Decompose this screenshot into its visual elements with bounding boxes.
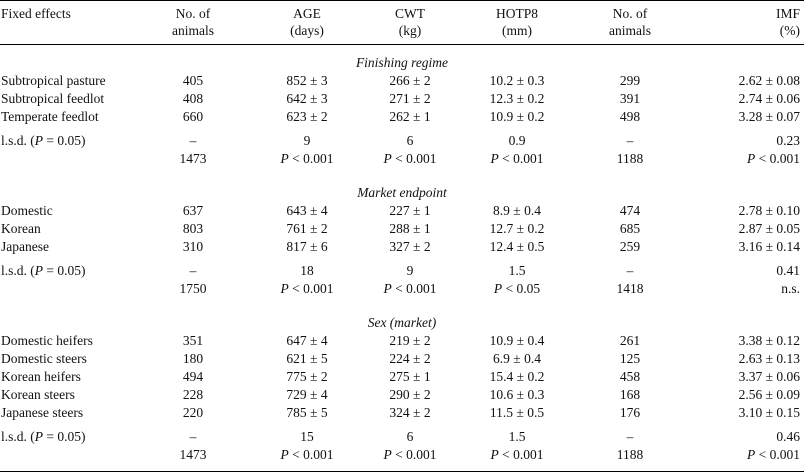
table-cell: 351 bbox=[182, 333, 204, 348]
row-label: Korean steers bbox=[1, 387, 75, 402]
lsd-label bbox=[1, 263, 85, 278]
p-symbol: P bbox=[280, 447, 289, 462]
header-rule bbox=[0, 44, 804, 45]
lsd-value: 0.41 bbox=[776, 263, 800, 278]
p-value: n.s. bbox=[781, 281, 800, 296]
header-col-4-line1: No. of bbox=[612, 6, 648, 21]
row-label: Domestic steers bbox=[1, 351, 87, 366]
p-symbol: P bbox=[280, 281, 289, 296]
lsd-value: 9 bbox=[406, 263, 414, 278]
section-title: Sex (market) bbox=[367, 315, 437, 330]
row-label: Japanese bbox=[1, 239, 49, 254]
table-cell: 685 bbox=[619, 221, 641, 236]
lsd-label-pre: l.s.d. ( bbox=[1, 429, 35, 444]
header-col-1-line1: AGE bbox=[293, 6, 321, 21]
p-symbol: P bbox=[383, 447, 392, 462]
table-cell: 391 bbox=[619, 91, 641, 106]
table-cell: 224 ± 2 bbox=[389, 351, 431, 366]
table-cell: 12.7 ± 0.2 bbox=[489, 221, 545, 236]
header-col-2-line2: (kg) bbox=[398, 23, 422, 38]
table-cell: 643 ± 4 bbox=[286, 203, 328, 218]
p-value-text: < 0.001 bbox=[758, 447, 800, 462]
lsd-value: 0.23 bbox=[776, 133, 800, 148]
p-symbol: P bbox=[490, 151, 499, 166]
table-cell: 8.9 ± 0.4 bbox=[493, 203, 541, 218]
table-cell: 228 bbox=[182, 387, 204, 402]
p-value-text: < 0.05 bbox=[505, 281, 541, 296]
lsd-value: – bbox=[626, 263, 634, 278]
table-cell: 11.5 ± 0.5 bbox=[489, 405, 545, 420]
table-cell: 817 ± 6 bbox=[286, 239, 328, 254]
lsd-label-pre: l.s.d. ( bbox=[1, 263, 35, 278]
lsd-value: 0.9 bbox=[508, 133, 526, 148]
header-col-4-line2: animals bbox=[609, 23, 651, 38]
p-value-text: < 0.001 bbox=[502, 447, 544, 462]
table-cell: 271 ± 2 bbox=[389, 91, 431, 106]
table-cell: 3.28 ± 0.07 bbox=[738, 109, 800, 124]
header-fixed-effects: Fixed effects bbox=[1, 6, 71, 21]
p-value bbox=[690, 151, 800, 166]
lsd-value: – bbox=[626, 133, 634, 148]
p-symbol: P bbox=[747, 447, 756, 462]
lsd-label-pre: l.s.d. ( bbox=[1, 133, 35, 148]
table-cell: 12.3 ± 0.2 bbox=[489, 91, 545, 106]
table-cell: 10.6 ± 0.3 bbox=[489, 387, 545, 402]
table-cell: 15.4 ± 0.2 bbox=[489, 369, 545, 384]
p-symbol: P bbox=[747, 151, 756, 166]
table-cell: 220 bbox=[182, 405, 204, 420]
lsd-label bbox=[1, 429, 85, 444]
table-cell: 275 ± 1 bbox=[389, 369, 431, 384]
p-value bbox=[690, 447, 800, 462]
p-symbol: P bbox=[383, 281, 392, 296]
table-cell: 12.4 ± 0.5 bbox=[489, 239, 545, 254]
row-label: Temperate feedlot bbox=[1, 109, 99, 124]
table-cell: 10.2 ± 0.3 bbox=[489, 73, 545, 88]
table-cell: 498 bbox=[619, 109, 641, 124]
section-title: Finishing regime bbox=[355, 55, 449, 70]
table-cell: 299 bbox=[619, 73, 641, 88]
p-value bbox=[355, 447, 465, 462]
row-label: Domestic heifers bbox=[1, 333, 93, 348]
table-cell: 623 ± 2 bbox=[286, 109, 328, 124]
table-cell: 290 ± 2 bbox=[389, 387, 431, 402]
header-col-3-line1: HOTP8 bbox=[495, 6, 538, 21]
lsd-value: 0.46 bbox=[776, 429, 800, 444]
lsd-value: – bbox=[626, 429, 634, 444]
table-cell: 10.9 ± 0.2 bbox=[489, 109, 545, 124]
p-value-text: < 0.001 bbox=[292, 447, 334, 462]
p-symbol: P bbox=[383, 151, 392, 166]
p-value-text: < 0.001 bbox=[758, 151, 800, 166]
table-cell: 405 bbox=[182, 73, 204, 88]
p-symbol: P bbox=[490, 447, 499, 462]
lsd-label bbox=[1, 133, 85, 148]
table-cell: 259 bbox=[619, 239, 641, 254]
header-col-5-line1: IMF bbox=[775, 6, 800, 21]
table-cell: 621 ± 5 bbox=[286, 351, 328, 366]
table-cell: 168 bbox=[619, 387, 641, 402]
table-cell: 2.87 ± 0.05 bbox=[738, 221, 800, 236]
lsd-value: 9 bbox=[303, 133, 311, 148]
table-cell: 2.63 ± 0.13 bbox=[738, 351, 800, 366]
section-title: Market endpoint bbox=[357, 185, 447, 200]
row-label: Subtropical feedlot bbox=[1, 91, 105, 106]
table-cell: 324 ± 2 bbox=[389, 405, 431, 420]
table-cell: 10.9 ± 0.4 bbox=[489, 333, 545, 348]
table-cell: 474 bbox=[619, 203, 641, 218]
lsd-value: – bbox=[189, 429, 197, 444]
p-value: 1473 bbox=[179, 447, 207, 462]
p-value bbox=[252, 151, 362, 166]
header-col-2-line1: CWT bbox=[395, 6, 425, 21]
header-col-3-line2: (mm) bbox=[502, 23, 532, 38]
lsd-value: 18 bbox=[300, 263, 314, 278]
lsd-label-p: P bbox=[34, 263, 43, 278]
table-cell: 458 bbox=[619, 369, 641, 384]
table-cell: 408 bbox=[182, 91, 204, 106]
p-value bbox=[355, 281, 465, 296]
lsd-value: – bbox=[189, 263, 197, 278]
table-cell: 647 ± 4 bbox=[286, 333, 328, 348]
table-cell: 803 bbox=[182, 221, 204, 236]
table-cell: 6.9 ± 0.4 bbox=[493, 351, 541, 366]
lsd-value: – bbox=[189, 133, 197, 148]
table-cell: 261 bbox=[619, 333, 641, 348]
table-cell: 125 bbox=[619, 351, 641, 366]
lsd-label-p: P bbox=[34, 429, 43, 444]
p-symbol: P bbox=[493, 281, 503, 296]
lsd-value: 1.5 bbox=[508, 429, 526, 444]
p-value-text: < 0.001 bbox=[292, 151, 334, 166]
table-cell: 2.78 ± 0.10 bbox=[738, 203, 800, 218]
p-value: 1188 bbox=[616, 151, 644, 166]
header-col-0-line1: No. of bbox=[175, 6, 211, 21]
table-cell: 227 ± 1 bbox=[389, 203, 431, 218]
row-label: Domestic bbox=[1, 203, 53, 218]
table-cell: 494 bbox=[182, 369, 204, 384]
table-cell: 2.56 ± 0.09 bbox=[738, 387, 800, 402]
table-cell: 729 ± 4 bbox=[286, 387, 328, 402]
row-label: Korean bbox=[1, 221, 41, 236]
p-value bbox=[252, 281, 362, 296]
p-value bbox=[462, 151, 572, 166]
table-cell: 3.37 ± 0.06 bbox=[738, 369, 800, 384]
p-value bbox=[462, 281, 572, 296]
p-value: 1473 bbox=[179, 151, 207, 166]
header-col-0-line2: animals bbox=[172, 23, 214, 38]
p-value: 1750 bbox=[179, 281, 207, 296]
lsd-value: 6 bbox=[406, 429, 414, 444]
table-cell: 642 ± 3 bbox=[286, 91, 328, 106]
header-col-1-line2: (days) bbox=[290, 23, 324, 38]
row-label: Korean heifers bbox=[1, 369, 81, 384]
table-cell: 327 ± 2 bbox=[389, 239, 431, 254]
p-value-text: < 0.001 bbox=[502, 151, 544, 166]
table-cell: 3.16 ± 0.14 bbox=[738, 239, 800, 254]
table-cell: 266 ± 2 bbox=[389, 73, 431, 88]
table-cell: 761 ± 2 bbox=[286, 221, 328, 236]
row-label: Subtropical pasture bbox=[1, 73, 106, 88]
lsd-value: 6 bbox=[406, 133, 414, 148]
table-cell: 3.38 ± 0.12 bbox=[738, 333, 800, 348]
top-rule bbox=[0, 0, 804, 1]
lsd-value: 1.5 bbox=[508, 263, 526, 278]
table-cell: 2.62 ± 0.08 bbox=[738, 73, 800, 88]
table-cell: 310 bbox=[182, 239, 204, 254]
lsd-value: 15 bbox=[300, 429, 314, 444]
p-value-text: < 0.001 bbox=[292, 281, 334, 296]
header-col-5-line2: (%) bbox=[779, 23, 800, 38]
table-cell: 176 bbox=[619, 405, 641, 420]
table-cell: 637 bbox=[182, 203, 204, 218]
lsd-label-post: = 0.05) bbox=[43, 263, 86, 278]
p-value-text: < 0.001 bbox=[395, 447, 437, 462]
p-symbol: P bbox=[280, 151, 289, 166]
table-cell: 288 ± 1 bbox=[389, 221, 431, 236]
p-value-text: < 0.001 bbox=[395, 151, 437, 166]
p-value bbox=[252, 447, 362, 462]
table-cell: 262 ± 1 bbox=[389, 109, 431, 124]
table-cell: 219 ± 2 bbox=[389, 333, 431, 348]
table-cell: 775 ± 2 bbox=[286, 369, 328, 384]
p-value: 1418 bbox=[616, 281, 644, 296]
lsd-label-post: = 0.05) bbox=[43, 133, 86, 148]
p-value-text: < 0.001 bbox=[395, 281, 437, 296]
row-label: Japanese steers bbox=[1, 405, 84, 420]
p-value bbox=[355, 151, 465, 166]
table-cell: 660 bbox=[182, 109, 204, 124]
lsd-label-p: P bbox=[34, 133, 43, 148]
table-cell: 852 ± 3 bbox=[286, 73, 328, 88]
table-cell: 2.74 ± 0.06 bbox=[738, 91, 800, 106]
table-cell: 3.10 ± 0.15 bbox=[738, 405, 800, 420]
table-cell: 785 ± 5 bbox=[286, 405, 328, 420]
table-cell: 180 bbox=[182, 351, 204, 366]
p-value: 1188 bbox=[616, 447, 644, 462]
p-value bbox=[462, 447, 572, 462]
lsd-label-post: = 0.05) bbox=[43, 429, 86, 444]
